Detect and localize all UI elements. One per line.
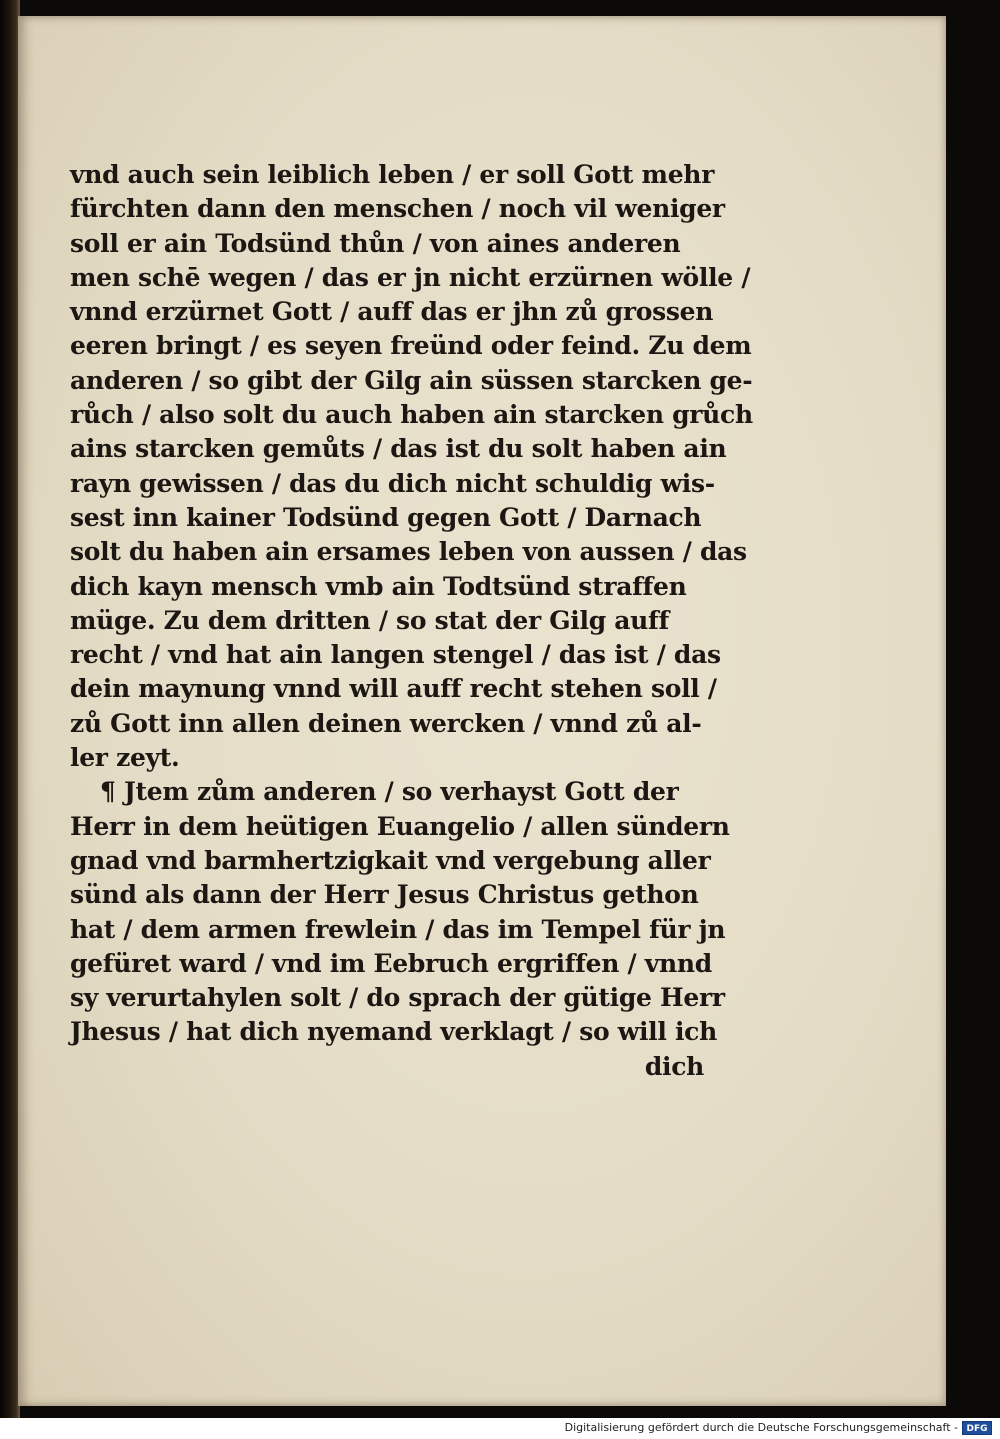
text-line: müge. Zu dem dritten / so stat der Gilg auff — [70, 605, 669, 635]
text-line: men schē wegen / das er jn nicht erzürnen wölle / — [70, 262, 751, 292]
document-page — [18, 16, 946, 1406]
text-line: dein maynung vnnd will auff recht stehen soll / — [70, 674, 717, 704]
text-line: recht / vnd hat ain langen stengel / das ist / das — [70, 640, 721, 670]
text-line: vnd auch sein leiblich leben / er soll Gott mehr — [70, 160, 715, 189]
text-block — [70, 158, 753, 1084]
text-line: ains starcken gemůts / das ist du solt haben ain — [70, 434, 727, 464]
text-line: ler zeyt. — [70, 743, 180, 773]
text-line: sest inn kainer Todsünd gegen Gott / Darnach — [70, 502, 702, 532]
text-line: hat / dem armen frewlein / das im Tempel für jn — [70, 914, 726, 944]
text-line: Herr in dem heütigen Euangelio / allen sündern — [70, 811, 730, 841]
text-line: dich kayn mensch vmb ain Todtsünd straffen — [70, 571, 687, 601]
footer-bar — [0, 1418, 1000, 1439]
footer-credit-text: Digitalisierung gefördert durch die Deutsche Forschungsgemeinschaft - — [564, 1421, 958, 1434]
catchword: dich — [644, 1051, 704, 1081]
book-spine-edge — [0, 0, 20, 1418]
text-line: anderen / so gibt der Gilg ain süssen starcken ge- — [70, 365, 753, 395]
text-line: gnad vnd barmhertzigkait vnd vergebung aller — [70, 845, 711, 875]
paragraph-start-line: ¶ Jtem zům anderen / so verhayst Gott der — [100, 777, 679, 807]
text-line: eeren bringt / es seyen freünd oder feind. Zu dem — [70, 331, 752, 361]
text-line: fürchten dann den menschen / noch vil weniger — [70, 194, 725, 224]
text-line: růch / also solt du auch haben ain starcken grůch — [70, 400, 753, 430]
text-line: zů Gott inn allen deinen wercken / vnnd zů al- — [70, 708, 702, 738]
text-line: gefüret ward / vnd im Eebruch ergriffen / vnnd — [70, 948, 712, 978]
text-line: solt du haben ain ersames leben von aussen / das — [70, 537, 747, 567]
text-line: rayn gewissen / das du dich nicht schuldig wis- — [70, 468, 715, 498]
text-line: soll er ain Todsünd thůn / von aines anderen — [70, 228, 681, 258]
text-line: sünd als dann der Herr Jesus Christus gethon — [70, 880, 699, 910]
text-line: Jhesus / hat dich nyemand verklagt / so will ich — [70, 1017, 717, 1047]
text-line: vnnd erzürnet Gott / auff das er jhn zů grossen — [70, 297, 714, 327]
dfg-logo-icon: DFG — [962, 1421, 992, 1435]
text-line: sy verurtahylen solt / do sprach der gütige Herr — [70, 983, 725, 1013]
